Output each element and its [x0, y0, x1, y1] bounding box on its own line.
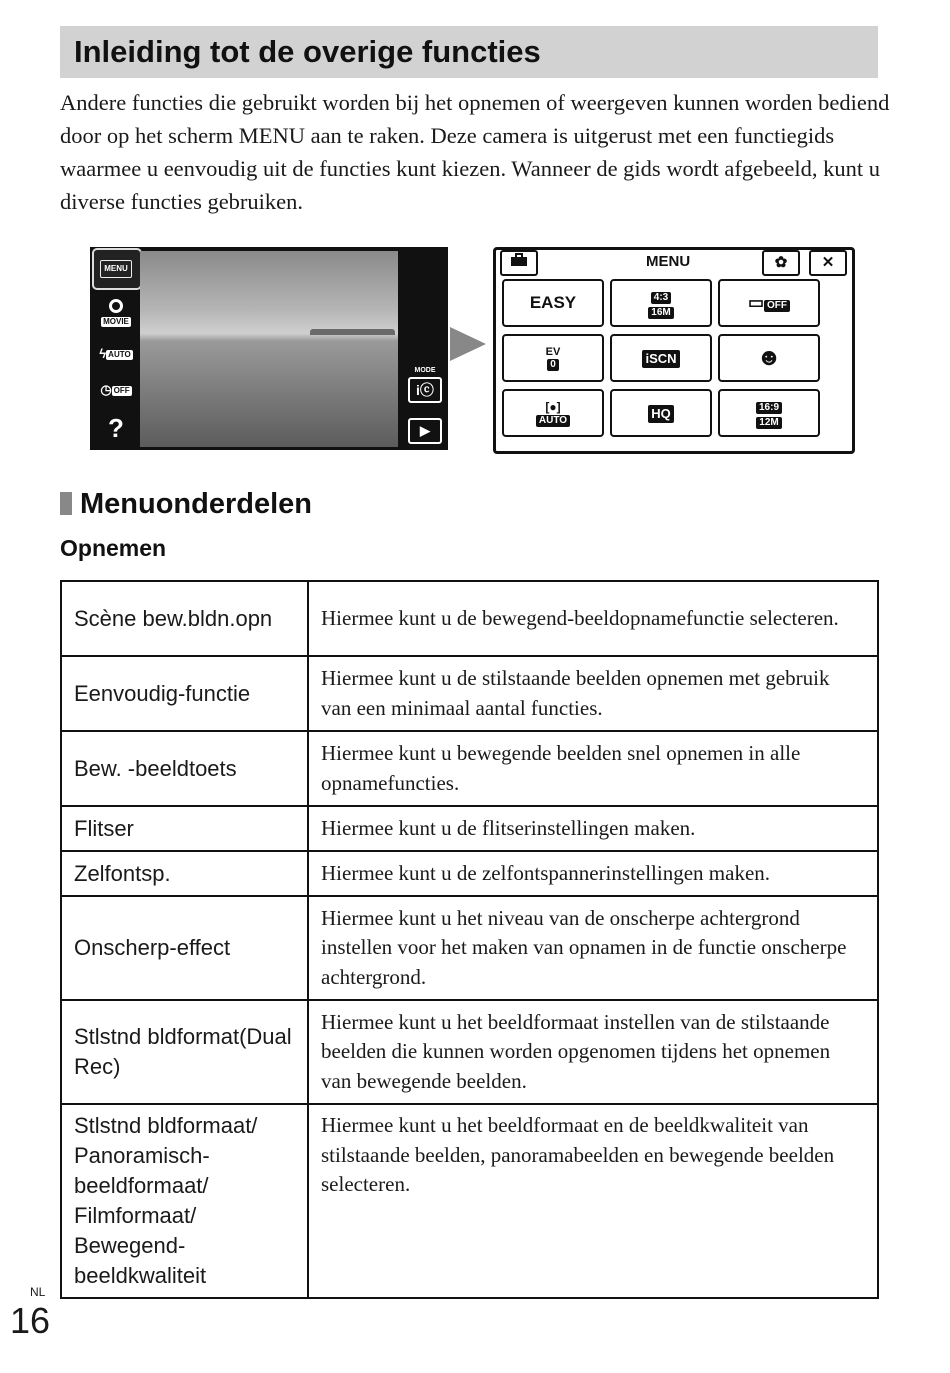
item-description: Hiermee kunt u het niveau van de onscherpe achtergrond instellen voor het maken van opnamen in de functie onscherpe achtergrond.	[308, 896, 878, 1000]
item-name: Bew. -beeldtoets	[61, 731, 308, 806]
hq-button[interactable]	[610, 389, 712, 437]
table-row	[61, 581, 878, 656]
ev-label: EV	[545, 346, 561, 359]
wide-ratio-label: 16:9	[756, 402, 782, 414]
image-size-label: 16M	[648, 307, 673, 319]
table-row	[61, 851, 878, 896]
mode-caption: MODE	[414, 367, 436, 374]
close-icon[interactable]: ✕	[809, 250, 847, 276]
toolbox-icon[interactable]	[500, 250, 538, 276]
image-size-button[interactable]	[610, 279, 712, 327]
easy-mode-button[interactable]: EASY	[502, 279, 604, 327]
item-name: Stlstnd bldformat(Dual Rec)	[61, 1000, 308, 1104]
ev-button[interactable]	[502, 334, 604, 382]
movie-icon[interactable]	[98, 299, 134, 331]
table-row	[61, 1000, 878, 1104]
camera-screen-illustration	[90, 247, 448, 450]
intro-paragraph: Andere functies die gebruikt worden bij het opnemen of weergeven kunnen worden bediend door op het scherm MENU aan te raken. Deze camera is uitgerust met een functiegids waarmee u eenvoudig uit de functies kunt kiezen. Wanneer de gids wordt afgebeeld, kunt u diverse functies gebruiken.	[60, 90, 890, 214]
table-row	[61, 731, 878, 806]
focus-icon[interactable]: [●] AUTO	[502, 389, 604, 437]
item-description: Hiermee kunt u het beeldformaat en de beeldkwaliteit van stilstaande beelden, panoramabeelden en bewegende beelden selecteren.	[308, 1104, 878, 1298]
item-description: Hiermee kunt u de zelfontspannerinstellingen maken.	[308, 851, 878, 896]
menu-button[interactable]	[92, 248, 142, 290]
item-name: Flitser	[61, 806, 308, 851]
title-bar	[60, 26, 878, 78]
hq-label: HQ	[648, 405, 674, 423]
display-off-label: OFF	[764, 300, 790, 312]
help-icon[interactable]: ?	[108, 413, 124, 443]
scene-selection-button[interactable]	[610, 334, 712, 382]
item-name: Eenvoudig-functie	[61, 656, 308, 731]
arrow-right-icon	[450, 327, 486, 361]
item-name: Stlstnd bldformaat/ Panoramisch-beeldformaat/ Filmformaat/ Bewegend-beeldkwaliteit	[61, 1104, 308, 1298]
menu-button-label: MENU	[100, 260, 132, 278]
page-title: Inleiding tot de overige functies	[74, 34, 541, 69]
menu-items-table	[60, 580, 879, 1299]
preview-photo	[140, 251, 398, 447]
table-row	[61, 656, 878, 731]
aspect-ratio-label: 4:3	[651, 292, 671, 304]
table-row	[61, 896, 878, 1000]
wide-image-size-button[interactable]	[718, 389, 820, 437]
item-name: Zelfontsp.	[61, 851, 308, 896]
mode-icon[interactable]: iⓒ	[408, 377, 442, 403]
item-description: Hiermee kunt u de flitserinstellingen maken.	[308, 806, 878, 851]
smile-shutter-icon[interactable]: ☻	[718, 334, 820, 382]
focus-auto-label: AUTO	[536, 415, 570, 427]
sub-heading: Opnemen	[60, 535, 167, 561]
page-number: 16	[10, 1300, 51, 1341]
table-row	[61, 1104, 878, 1298]
wide-size-label: 12M	[756, 417, 781, 429]
flash-mode-label: AUTO	[108, 349, 131, 359]
scene-label: iSCN	[642, 350, 679, 368]
section-heading-text: Menuonderdelen	[80, 488, 313, 520]
self-timer-label: OFF	[113, 385, 130, 395]
section-heading	[60, 488, 312, 521]
menu-screen-illustration	[493, 247, 855, 454]
item-description: Hiermee kunt u de bewegend-beeldopnamefunctie selecteren.	[308, 581, 878, 656]
item-description: Hiermee kunt u het beeldformaat instellen van de stilstaande beelden die kunnen worden opgenomen tijdens het opnemen van bewegende beelden.	[308, 1000, 878, 1104]
self-timer-icon[interactable]: ◷ OFF	[100, 382, 130, 397]
movie-label: MOVIE	[103, 316, 129, 326]
item-name: Onscherp-effect	[61, 896, 308, 1000]
settings-gear-icon[interactable]: ✿	[762, 250, 800, 276]
ev-value: 0	[547, 359, 559, 371]
item-name: Scène bew.bldn.opn	[61, 581, 308, 656]
flash-icon[interactable]: ϟ AUTO	[99, 346, 131, 361]
menu-title: MENU	[646, 253, 691, 270]
display-icon[interactable]: ▭ OFF	[718, 279, 820, 327]
item-description: Hiermee kunt u bewegende beelden snel opnemen in alle opnamefuncties.	[308, 731, 878, 806]
language-code: NL	[30, 1285, 46, 1299]
play-icon[interactable]: ▶	[408, 418, 442, 444]
table-row	[61, 806, 878, 851]
item-description: Hiermee kunt u de stilstaande beelden opnemen met gebruik van een minimaal aantal functies.	[308, 656, 878, 731]
